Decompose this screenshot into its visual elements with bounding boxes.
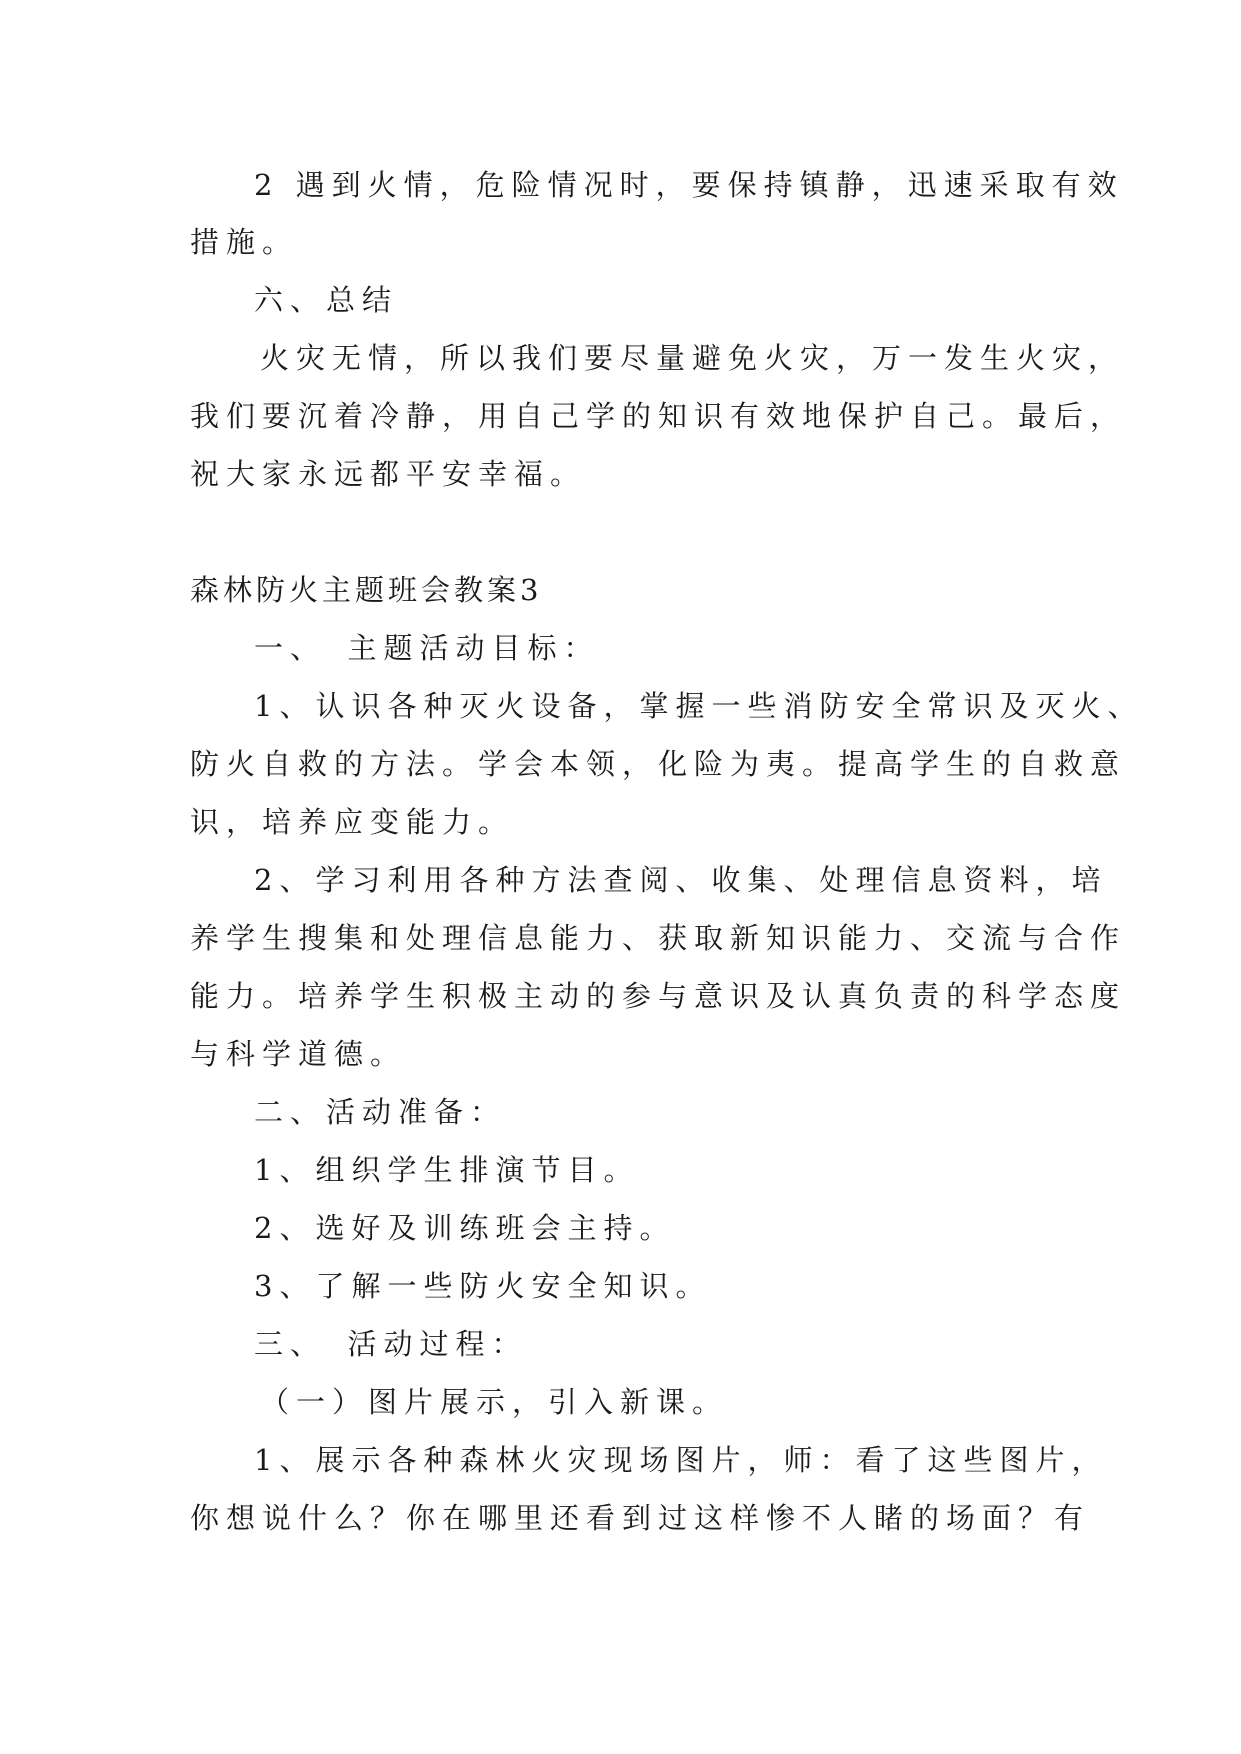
section-heading-goals: 一、 主题活动目标： (254, 631, 600, 665)
paragraph-line: 你想说什么？你在哪里还看到过这样惨不人睹的场面？有 (190, 1501, 1091, 1535)
section-heading-prep: 二、活动准备： (254, 1095, 507, 1129)
paragraph-line: 能力。培养学生积极主动的参与意识及认真负责的科学态度 (190, 979, 1127, 1013)
paragraph-line: 与科学道德。 (190, 1037, 407, 1071)
list-item: 3、了解一些防火安全知识。 (254, 1269, 712, 1303)
document-title: 森林防火主题班会教案3 (190, 573, 543, 607)
paragraph-line: 火灾无情，所以我们要尽量避免火灾，万一发生火灾， (260, 341, 1125, 375)
section-heading-process: 三、 活动过程： (254, 1327, 528, 1361)
list-item: 2、选好及训练班会主持。 (254, 1211, 676, 1245)
paragraph-line: 防火自救的方法。学会本领，化险为夷。提高学生的自救意 (190, 747, 1127, 781)
paragraph-line: 2 遇到火情，危险情况时，要保持镇静，迅速采取有效 (254, 168, 1124, 202)
subsection-heading: （一）图片展示，引入新课。 (260, 1385, 729, 1419)
paragraph-line: 识，培养应变能力。 (190, 805, 515, 839)
paragraph-line: 1、展示各种森林火灾现场图片，师：看了这些图片， (254, 1443, 1108, 1477)
section-heading-summary: 六、总结 (254, 283, 399, 317)
paragraph-line: 我们要沉着冷静，用自己学的知识有效地保护自己。最后， (190, 399, 1127, 433)
paragraph-line: 祝大家永远都平安幸福。 (190, 457, 587, 491)
paragraph-line: 养学生搜集和处理信息能力、获取新知识能力、交流与合作 (190, 921, 1127, 955)
paragraph-line: 措施。 (190, 225, 299, 259)
paragraph-line: 2、学习利用各种方法查阅、收集、处理信息资料，培 (254, 863, 1108, 897)
list-item: 1、组织学生排演节目。 (254, 1153, 640, 1187)
paragraph-line: 1、认识各种灭火设备，掌握一些消防安全常识及灭火、 (254, 689, 1144, 723)
